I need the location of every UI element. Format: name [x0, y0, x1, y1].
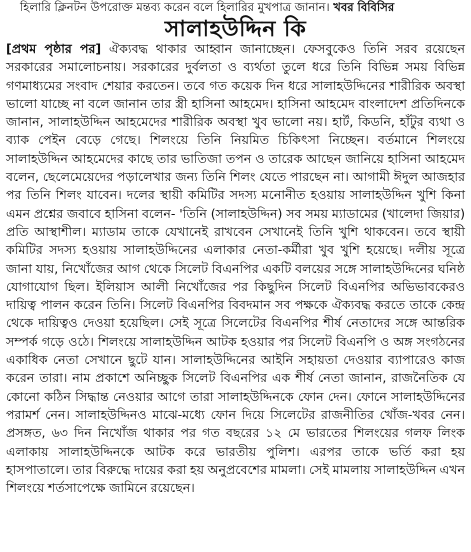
previous-article-text: হিলারি ক্লিনটন উপরোক্ত মন্তব্য করেন বলে হিলারির মুখপাত্র জানান।: [20, 0, 330, 14]
previous-article-tail: [0, 0, 471, 16]
headline: সালাহউদ্দিন কি: [164, 17, 307, 42]
continuation-label: [প্রথম পৃষ্ঠার পর]: [6, 41, 102, 56]
news-source-label: খবর বিবিসির: [333, 0, 395, 14]
article-body: [6, 40, 465, 497]
article-body-text: ঐক্যবদ্ধ থাকার আহ্বান জানাচ্ছেন। ফেসবুকেও তিনি সরব রয়েছেন সরকারের সমালোচনায়। সরকারের দুর্বলতা ও ব্যর্থতা তুলে ধরে তিনি বিভিন্ন সময় বিভিন্ন গণমাধ্যমের সংবাদ শেয়ার করতেন। তবে গত কয়েক দিন ধরে সালাহউদ্দিনের শারীরিক অবস্থা ভালো যাচ্ছে না বলে জানান তার স্ত্রী হাসিনা আহমেদ। হাসিনা আহমেদ বাংলাদেশ প্রতিদিনকে জানান, সালাহউদ্দিন আহমেদের শারীরিক অবস্থা খুব ভালো নয়। হার্ট, কিডনি, হাঁটুর ব্যথা ও ব্যাক পেইন বেড়ে গেছে। শিলংয়ে তিনি নিয়মিত চিকিৎসা নিচ্ছেন। বর্তমানে শিলংয়ে সালাহউদ্দিন আহমেদের কাছে তার ভাতিজা তপন ও তারেক আছেন জানিয়ে হাসিনা আহমেদ বলেন, ছেলেমেয়েদের পড়ালেখার জন্য তিনি শিলং যেতে পারছেন না। আগামী ঈদুল আজহার পর তিনি শিলং যাবেন। দলের স্থায়ী কমিটির সদস্য মনোনীত হওয়ায় সালাহউদ্দিন খুশি কিনা এমন প্রশ্নের জবাবে হাসিনা বলেন- 'তিনি (সালাহউদ্দিন) সব সময় ম্যাডামের (খালেদা জিয়ার) প্রতি আস্থাশীল। ম্যাডাম তাকে যেখানেই রাখবেন সেখানেই তিনি খুশি থাকবেন। তবে স্থায়ী কমিটির সদস্য হওয়ায় সালাহউদ্দিনের এলাকার নেতা-কর্মীরা খুব খুশি হয়েছে। দলীয় সূত্রে জানা যায়, নিখোঁজের আগ থেকে সিলেট বিএনপির একটি বলয়ের সঙ্গে সালাহউদ্দিনের ঘনিষ্ঠ যোগাযোগ ছিল। ইলিয়াস আলী নিখোঁজের পর কিছুদিন সিলেট বিএনপির অভিভাবকেরও দায়িত্ব পালন করেন তিনি। সিলেট বিএনপির বিবদমান সব পক্ষকে ঐক্যবদ্ধ করতে তাকে কেন্দ্র থেকে দায়িত্বও দেওয়া হয়েছিল। সেই সূত্রে সিলেটের বিএনপির শীর্ষ নেতাদের সঙ্গে আন্তরিক সম্পর্ক গড়ে ওঠে। শিলংয়ে সালাহউদ্দিন আটক হওয়ার পর সিলেট বিএনপি ও অঙ্গ সংগঠনের একাধিক নেতা সেখানে ছুটে যান। সালাহউদ্দিনের আইনি সহায়তা দেওয়ার ব্যাপারেও কাজ করেন তারা। নাম প্রকাশে অনিচ্ছুক সিলেট বিএনপির এক শীর্ষ নেতা জানান, রাজনৈতিক যে কোনো কঠিন সিদ্ধান্ত নেওয়ার আগে তারা সালাহউদ্দিনকে ফোন দেন। ফোনে সালাহউদ্দিনের পরামর্শ নেন। সালাহউদ্দিনও মাঝে-মধ্যে ফোন দিয়ে সিলেটের রাজনীতির খোঁজ-খবর নেন। প্রসঙ্গত, ৬৩ দিন নিখোঁজ থাকার পর গত বছরের ১২ মে ভারতের শিলংয়ের গলফ লিংক এলাকায় সালাহউদ্দিনকে আটক করে ভারতীয় পুলিশ। এরপর তাকে ভর্তি করা হয় হাসপাতালে। তার বিরুদ্ধে দায়ের করা হয় অনুপ্রবেশের মামলা। সেই মামলায় সালাহউদ্দিন এখন শিলংয়ে শর্তসাপেক্ষে জামিনে রয়েছেন।: [6, 41, 466, 496]
